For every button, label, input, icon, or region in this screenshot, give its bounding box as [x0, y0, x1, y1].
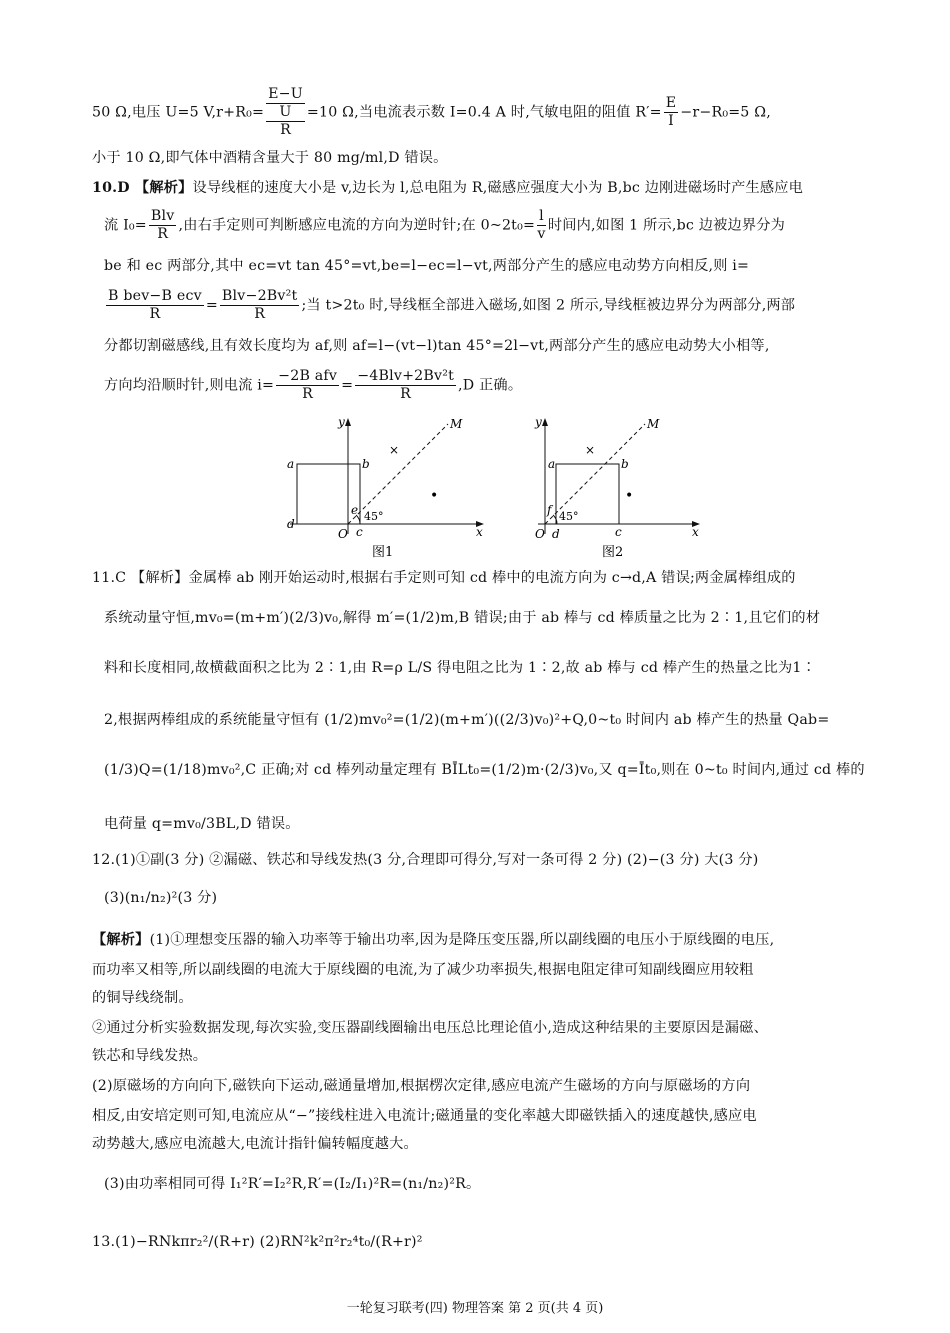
- numerator: Blv: [150, 208, 175, 224]
- q12-analysis-2: 而功率又相等,所以副线圈的电流大于原线圈的电流,为了减少功率损失,根据电阻定律可知副线圈应用较粗: [92, 962, 754, 978]
- label-x: x: [692, 525, 699, 539]
- label-M: M: [647, 417, 660, 431]
- q12-analysis-5: 铁芯和导线发热。: [92, 1048, 208, 1064]
- q12-analysis-8: 动势越大,感应电流越大,电流计指针偏转幅度越大。: [92, 1136, 418, 1152]
- q12-analysis-9: (3)由功率相同可得 I₁²R′=I₂²R,R′=(I₂/I₁)²R=(n₁/n₂)²R。: [104, 1176, 481, 1192]
- text: =10 Ω,当电流表示数 I=0.4 A 时,气敏电阻的阻值 R′=: [306, 104, 662, 121]
- label-M: M: [450, 417, 463, 431]
- q12-analysis-1: [92, 930, 882, 950]
- fig2-caption: 图2: [602, 545, 624, 560]
- label-c: c: [615, 525, 622, 539]
- label-angle: 45°: [364, 510, 384, 523]
- label-d: d: [287, 517, 295, 531]
- q10-line-1: [92, 178, 882, 198]
- label-y: y: [338, 415, 345, 429]
- line-1: [92, 86, 882, 139]
- label-e: e: [351, 503, 359, 517]
- y-arrow: [542, 418, 548, 426]
- fraction: [664, 95, 679, 130]
- denominator: U: [266, 104, 305, 122]
- q10-heading: 10.D 【解析】: [92, 180, 193, 196]
- q12-analysis-3: 的铜导线绕制。: [92, 990, 193, 1006]
- fraction: [537, 208, 546, 243]
- label-a: a: [287, 457, 295, 471]
- q12-line-2: (3)(n₁/n₂)²(3 分): [104, 890, 218, 906]
- label-b: b: [362, 457, 370, 471]
- fraction: [266, 86, 305, 139]
- q10-line-2: [104, 208, 894, 243]
- label-a: a: [548, 457, 556, 471]
- boundary-line: [545, 424, 645, 524]
- numerator: −2B afv: [278, 368, 338, 384]
- figure-2: [528, 414, 708, 560]
- q12-line-1: 12.(1)①副(3 分) ②漏磁、铁芯和导线发热(3 分,合理即可得分,写对一条可得 2 分) (2)−(3 分) 大(3 分): [92, 852, 759, 868]
- denominator: R: [400, 386, 412, 402]
- fraction: [220, 288, 300, 323]
- text: ,D 正确。: [458, 377, 523, 394]
- analysis-heading: 【解析】: [92, 932, 150, 948]
- label-cross: ×: [389, 443, 400, 457]
- label-y: y: [535, 415, 542, 429]
- label-angle: 45°: [559, 510, 579, 523]
- text: −r−R₀=5 Ω,: [680, 104, 771, 121]
- numerator: E: [665, 95, 677, 111]
- text: 设导线框的速度大小是 v,边长为 l,总电阻为 R,磁感应强度大小为 B,bc 边刚进磁场时产生感应电: [192, 180, 804, 196]
- q11-line-6: 电荷量 q=mv₀/3BL,D 错误。: [104, 816, 300, 832]
- numerator: −4Blv+2Bv²t: [357, 368, 455, 384]
- figure-1: [280, 414, 490, 560]
- fraction: [355, 368, 456, 403]
- numerator: l: [539, 208, 544, 224]
- label-d: d: [552, 527, 560, 541]
- text: 时间内,如图 1 所示,bc 边被边界分为: [547, 217, 786, 234]
- q10-line-3: be 和 ec 两部分,其中 ec=vt tan 45°=vt,be=l−ec=l−vt,两部分产生的感应电动势方向相反,则 i=: [104, 258, 750, 274]
- label-b: b: [621, 457, 629, 471]
- label-f: f: [547, 503, 552, 517]
- q13-line: 13.(1)−RNkπr₂²/(R+r) (2)RN²k²π²r₂⁴t₀/(R+r)²: [92, 1234, 423, 1250]
- line-2: 小于 10 Ω,即气体中酒精含量大于 80 mg/ml,D 错误。: [92, 150, 448, 166]
- text: 50 Ω,电压 U=5 V,r+R₀=: [92, 104, 265, 121]
- fraction: [106, 288, 204, 323]
- denominator: I: [668, 113, 674, 129]
- y-arrow: [345, 418, 351, 426]
- numerator: E−U: [268, 86, 303, 102]
- label-c: c: [356, 525, 363, 539]
- denominator: R: [157, 226, 169, 242]
- text: (1)①理想变压器的输入功率等于输出功率,因为是降压变压器,所以副线圈的电压小于原线圈的电压,: [149, 932, 775, 948]
- label-cross: ×: [585, 443, 596, 457]
- fraction: [276, 368, 339, 403]
- q12-analysis-4: ②通过分析实验数据发现,每次实验,变压器副线圈输出电压总比理论值小,造成这种结果的主要原因是漏磁、: [92, 1020, 768, 1036]
- page-footer: 一轮复习联考(四) 物理答案 第 2 页(共 4 页): [346, 1301, 604, 1316]
- text: ,由右手定则可判断感应电流的方向为逆时针;在 0~2t₀=: [178, 217, 536, 234]
- label-x: x: [476, 525, 483, 539]
- label-dot: •: [625, 488, 634, 504]
- q12-analysis-6: (2)原磁场的方向向下,磁铁向下运动,磁通量增加,根据楞次定律,感应电流产生磁场的方向与原磁场的方向: [92, 1078, 751, 1094]
- q11-line-1: 11.C 【解析】金属棒 ab 刚开始运动时,根据右手定则可知 cd 棒中的电流方向为 c→d,A 错误;两金属棒组成的: [92, 570, 796, 586]
- text: 方向均沿顺时针,则电流 i=: [104, 377, 275, 394]
- q11-line-3: 料和长度相同,故横截面积之比为 2∶1,由 R=ρ L/S 得电阻之比为 1∶2,故 ab 棒与 cd 棒产生的热量之比为1∶: [104, 660, 817, 676]
- denominator: v: [537, 226, 546, 242]
- denominator: R: [254, 306, 266, 322]
- q10-line-4: $\frac{\text{B bev−B ecv}}{R}$ = $\frac{\text{Blv−2Bv²t}}{R}$ ;当 t>2t₀ 时,导线框全部进入磁场,如图 2 所示,导线框被边界分为两部分,两部: [108, 288, 796, 322]
- q11-line-4: 2,根据两棒组成的系统能量守恒有 (1/2)mv₀²=(1/2)(m+m′)((2/3)v₀)²+Q,0~t₀ 时间内 ab 棒产生的热量 Qab=: [104, 712, 830, 728]
- q10-line-5: 分都切割磁感线,且有效长度均为 af,则 af=l−(vt−l)tan 45°=2l−vt,两部分产生的感应电动势大小相等,: [104, 338, 770, 354]
- label-O: O: [535, 527, 545, 541]
- q11-line-2: 系统动量守恒,mv₀=(m+m′)(2/3)v₀,解得 m′=(1/2)m,B 错误;由于 ab 棒与 cd 棒质量之比为 2∶1,且它们的材: [104, 610, 821, 626]
- q10-line-6: 方向均沿顺时针,则电流 i= $\frac{\text{−2B afv}}{R}$ = $\frac{\text{−4Blv+2Bv²t}}{R}$ ,D 正确。: [104, 368, 523, 402]
- label-dot: •: [430, 488, 439, 504]
- label-O: O: [338, 527, 348, 541]
- boundary-line: [348, 424, 448, 524]
- denominator: R: [302, 386, 314, 402]
- text: ;当 t>2t₀ 时,导线框全部进入磁场,如图 2 所示,导线框被边界分为两部分,两部: [301, 297, 796, 314]
- q11-line-5: (1/3)Q=(1/18)mv₀²,C 正确;对 cd 棒列动量定理有 BĪLt₀=(1/2)m·(2/3)v₀,又 q=Īt₀,则在 0~t₀ 时间内,通过 cd 棒的: [104, 762, 865, 778]
- q12-analysis-7: 相反,由安培定则可知,电流应从“−”接线柱进入电流计;磁通量的变化率越大即磁铁插入的速度越快,感应电: [92, 1108, 757, 1124]
- numerator: Blv−2Bv²t: [221, 288, 298, 304]
- fraction: [149, 208, 177, 243]
- fig1-caption: 图1: [372, 545, 394, 560]
- numerator: B bev−B ecv: [108, 288, 202, 304]
- text: 流 I₀=: [104, 217, 147, 234]
- denominator: R: [149, 306, 161, 322]
- denominator-2: R: [280, 122, 291, 138]
